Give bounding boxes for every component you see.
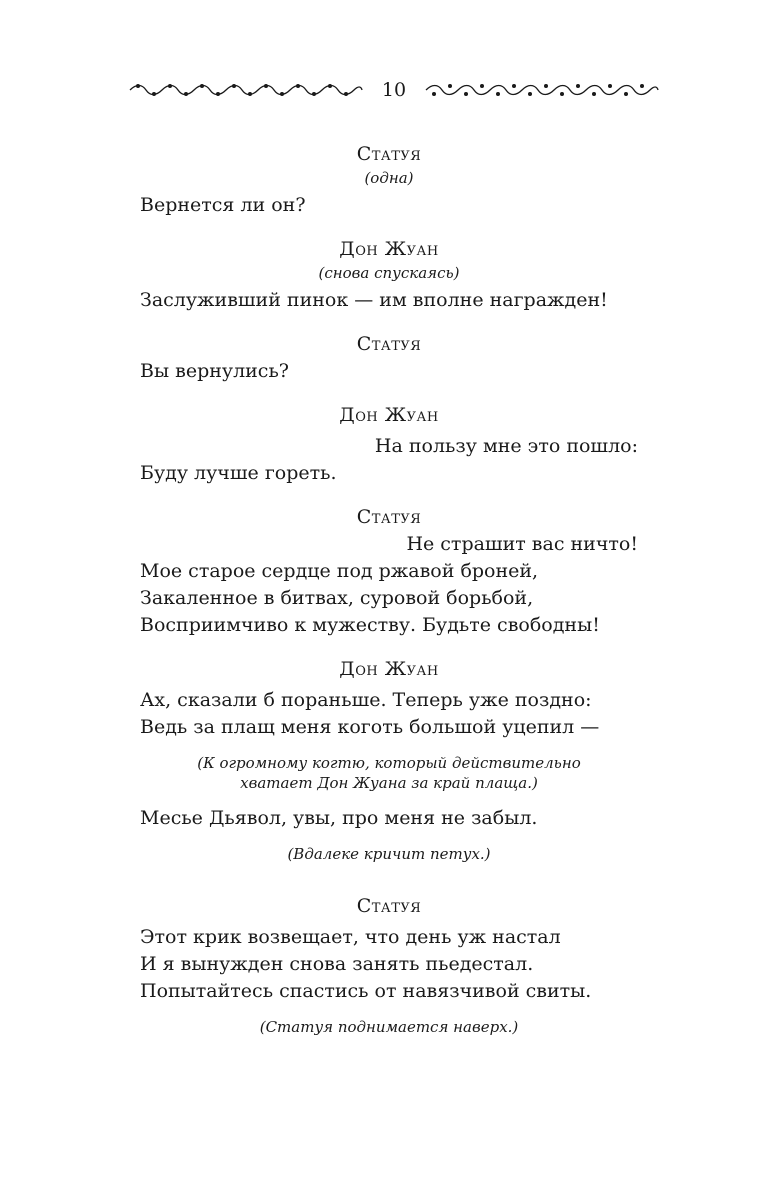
verse-line: Закаленное в битвах, суровой борьбой,	[140, 587, 534, 609]
speaker-name: Статуя	[356, 895, 422, 917]
play-text	[140, 140, 638, 1037]
verse-line: Восприимчиво к мужеству. Будьте свободны!	[140, 614, 600, 636]
stage-direction: хватает Дон Жуана за край плаща.)	[240, 774, 538, 792]
verse-line: Ах, сказали б пораньше. Теперь уже поздно:	[140, 689, 592, 711]
verse-line: Вы вернулись?	[140, 360, 289, 382]
stage-direction: (Вдалеке кричит петух.)	[287, 845, 491, 863]
speaker-name: Статуя	[356, 143, 422, 165]
speaker-name: Дон Жуан	[339, 404, 439, 426]
speaker-name: Дон Жуан	[339, 658, 439, 680]
verse-line: Ведь за плащ меня коготь большой уцепил —	[140, 716, 600, 738]
page-header	[128, 78, 660, 102]
verse-line: Мое старое сердце под ржавой броней,	[140, 560, 539, 582]
stage-direction: (К огромному когтю, который действительно	[197, 754, 581, 772]
verse-line: И я вынужден снова занять пьедестал.	[140, 953, 534, 975]
left-ornament-icon	[128, 82, 364, 98]
speaker-name: Статуя	[356, 506, 422, 528]
verse-line: Вернется ли он?	[140, 194, 306, 216]
stage-direction: (Статуя поднимается наверх.)	[259, 1018, 519, 1036]
verse-line: На пользу мне это пошло:	[374, 435, 638, 457]
verse-line: Этот крик возвещает, что день уж настал	[140, 926, 561, 948]
verse-line: Месье Дьявол, увы, про меня не забыл.	[140, 807, 538, 829]
verse-line: Не страшит вас ничто!	[406, 533, 638, 555]
right-ornament-icon	[424, 82, 660, 98]
verse-line: Заслуживший пинок — им вполне награжден!	[140, 289, 608, 311]
speaker-name: Дон Жуан	[339, 238, 439, 260]
stage-direction: (одна)	[364, 169, 414, 187]
speaker-name: Статуя	[356, 333, 422, 355]
stage-direction: (снова спускаясь)	[318, 264, 460, 282]
page-number: 10	[381, 79, 407, 101]
verse-line: Попытайтесь спастись от навязчивой свиты.	[140, 980, 592, 1002]
verse-line: Буду лучше гореть.	[140, 462, 337, 484]
